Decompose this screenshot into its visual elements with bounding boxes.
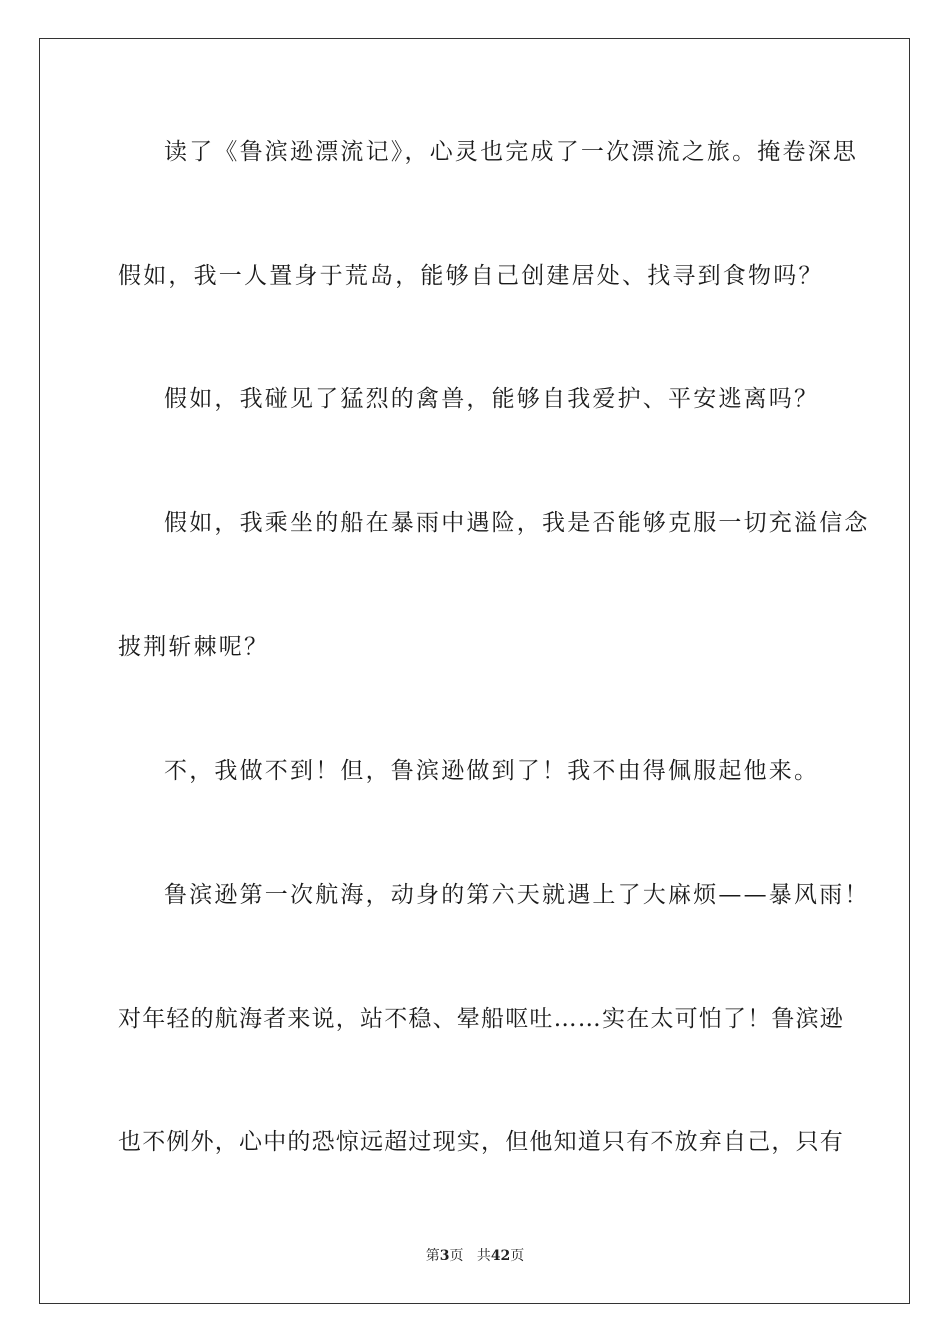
total-suffix: 页 [510, 1248, 525, 1264]
total-prefix: 共 [476, 1248, 491, 1264]
paragraph-line-4: 假如，我乘坐的船在暴雨中遇险，我是否能够克服一切充溢信念 [164, 510, 870, 536]
paragraph-line-2: 假如，我一人置身于荒岛，能够自己创建居处、找寻到食物吗？ [118, 263, 824, 289]
paragraph-line-1: 读了《鲁滨逊漂流记》，心灵也完成了一次漂流之旅。掩卷深思 [164, 139, 859, 165]
paragraph-line-6: 不，我做不到！但，鲁滨逊做到了！我不由得佩服起他来。 [164, 758, 820, 784]
paragraph-line-3: 假如，我碰见了猛烈的禽兽，能够自我爱护、平安逃离吗？ [164, 386, 820, 412]
page-number: 3 [439, 1248, 450, 1264]
paragraph-line-5: 披荆斩棘呢？ [118, 634, 270, 660]
paragraph-line-8: 对年轻的航海者来说，站不稳、晕船呕吐……实在太可怕了！鲁滨逊 [118, 1006, 844, 1032]
paragraph-line-9: 也不例外，心中的恐惊远超过现实，但他知道只有不放弃自己，只有 [118, 1129, 844, 1155]
page-border [39, 38, 910, 1304]
total-pages: 42 [490, 1248, 511, 1264]
page-suffix: 页 [449, 1248, 464, 1264]
paragraph-line-7: 鲁滨逊第一次航海，动身的第六天就遇上了大麻烦——暴风雨！ [164, 882, 870, 908]
page-footer [0, 1245, 950, 1265]
page-prefix: 第 [425, 1248, 440, 1264]
